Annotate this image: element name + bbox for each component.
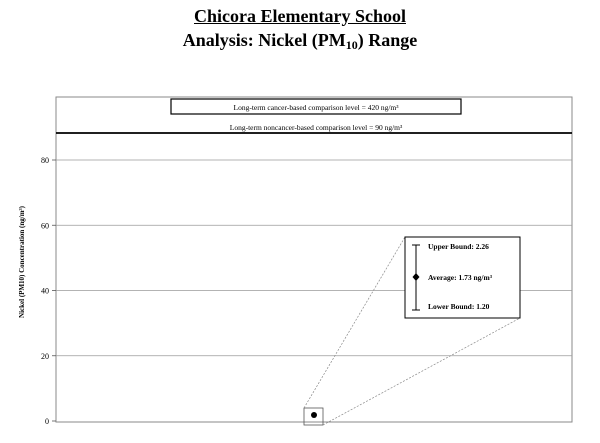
lower-bound-label: Lower Bound: 1.20: [428, 302, 490, 311]
y-tick-label-20: 20: [41, 351, 49, 361]
subtitle-subscript: 10: [345, 38, 358, 52]
y-tick-label-0: 0: [45, 417, 49, 426]
y-axis-label: Nickel (PM10) Concentration (ng/m³): [18, 206, 26, 318]
upper-bound-label: Upper Bound: 2.26: [428, 242, 489, 251]
chart-title: Chicora Elementary School: [194, 6, 406, 26]
noncancer-level-label: Long-term noncancer-based comparison level = 90 ng/m³: [229, 123, 403, 132]
zoom-connector-bottom: [323, 318, 520, 425]
data-point-average: [311, 412, 317, 418]
y-tick-label-60: 60: [41, 221, 49, 231]
zoom-connector-top: [304, 237, 405, 408]
average-label: Average: 1.73 ng/m³: [428, 273, 492, 282]
subtitle-prefix: Analysis: Nickel (PM: [182, 30, 346, 50]
y-tick-label-40: 40: [41, 286, 49, 296]
subtitle-suffix: ) Range: [357, 30, 418, 50]
y-tick-label-80: 80: [41, 156, 49, 165]
cancer-level-label: Long-term cancer-based comparison level = 420 ng/m³: [233, 103, 399, 112]
